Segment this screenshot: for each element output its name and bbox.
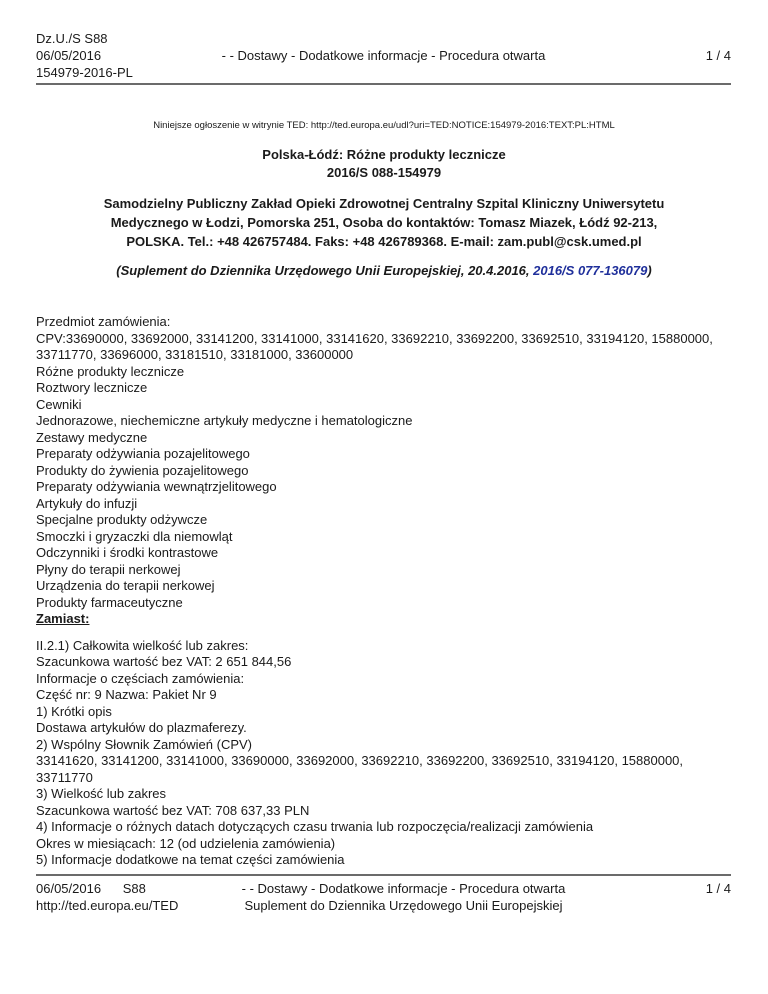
- title-line-1: Polska-Łódź: Różne produkty lecznicze: [262, 147, 506, 162]
- suplement-text: (Suplement do Dziennika Urzędowego Unii Europejskiej, 20.4.2016,: [116, 263, 534, 278]
- footer-center: [36, 880, 731, 914]
- org-line-2: Medycznego w Łodzi, Pomorska 251, Osoba do kontaktów: Tomasz Miazek, Łódź 92-213,: [110, 215, 658, 230]
- section-line: 33141620, 33141200, 33141000, 33690000, 33692000, 33692210, 33692200, 33692510, 33194120, 15880000,: [36, 753, 684, 768]
- list-item: Roztwory lecznicze: [36, 380, 148, 395]
- notice-id: 154979-2016-PL: [36, 65, 133, 80]
- section-line: 4) Informacje o różnych datach dotyczących czasu trwania lub rozpoczęcia/realizacji zamówienia: [36, 819, 594, 834]
- section-line: Część nr: 9 Nazwa: Pakiet Nr 9: [36, 687, 217, 702]
- section-line: II.2.1) Całkowita wielkość lub zakres:: [36, 637, 249, 653]
- section-line: 33711770: [36, 769, 93, 785]
- section-line: Okres w miesiącach: 12 (od udzielenia zamówienia): [36, 835, 336, 851]
- list-item: Cewniki: [36, 396, 82, 412]
- footer-divider: [36, 874, 731, 876]
- section-line: 3) Wielkość lub zakres: [36, 786, 167, 801]
- cpv-line-1: CPV:33690000, 33692000, 33141200, 33141000, 33141620, 33692210, 33692200, 33692510, 33194120, 15880000,: [36, 330, 713, 346]
- list-item: Preparaty odżywiania wewnątrzjelitowego: [36, 479, 277, 494]
- list-item: Jednorazowe, niechemiczne artykuły medyczne i hematologiczne: [36, 413, 413, 428]
- list-item: Zestawy medyczne: [36, 429, 148, 445]
- list-item: Odczynniki i środki kontrastowe: [36, 545, 219, 560]
- suplement-reference: [0, 263, 768, 278]
- list-item: Preparaty odżywiania pozajelitowego: [36, 446, 250, 461]
- doc-ref: Dz.U./S S88: [36, 31, 108, 46]
- list-item: Płyny do terapii nerkowej: [36, 561, 181, 577]
- header-title: - - Dostawy - Dodatkowe informacje - Procedura otwarta: [221, 48, 546, 63]
- cpv-line-2: 33711770, 33696000, 33181510, 33181000, 33600000: [36, 347, 354, 362]
- header-divider: [36, 83, 731, 85]
- footer-date: 06/05/2016: [36, 881, 102, 896]
- list-item: Produkty do żywienia pozajelitowego: [36, 462, 249, 478]
- section-line: 5) Informacje dodatkowe na temat części zamówienia: [36, 852, 345, 867]
- org-line-1: Samodzielny Publiczny Zakład Opieki Zdrowotnej Centralny Szpital Kliniczny Uniwersytetu: [103, 196, 665, 211]
- list-item: Różne produkty lecznicze: [36, 363, 185, 379]
- footer-page-number: 1 / 4: [705, 881, 731, 896]
- section-line: Informacje o częściach zamówienia:: [36, 670, 245, 686]
- subject-items-list: [36, 364, 731, 612]
- section-lines: [36, 638, 731, 869]
- document-body: [36, 314, 731, 869]
- footer-title: - - Dostawy - Dodatkowe informacje - Procedura otwarta: [241, 881, 566, 896]
- zamiast-heading: Zamiast:: [36, 611, 90, 626]
- organization-block: [60, 194, 708, 251]
- page-header: [36, 30, 731, 82]
- org-line-3: POLSKA. Tel.: +48 426757484. Faks: +48 426789368. E-mail: zam.publ@csk.umed.pl: [126, 234, 642, 249]
- header-date: 06/05/2016: [36, 48, 102, 63]
- suplement-link[interactable]: 2016/S 077-136079: [533, 263, 648, 278]
- section-line: Szacunkowa wartość bez VAT: 708 637,33 PLN: [36, 802, 310, 818]
- section-line: Dostawa artykułów do plazmaferezy.: [36, 720, 247, 735]
- section-line: Szacunkowa wartość bez VAT: 2 651 844,56: [36, 654, 292, 669]
- header-page-number: 1 / 4: [705, 48, 731, 63]
- title-line-2: 2016/S 088-154979: [326, 165, 442, 180]
- section-line: 2) Wspólny Słownik Zamówień (CPV): [36, 736, 253, 752]
- section-line: 1) Krótki opis: [36, 703, 112, 719]
- document-title: [0, 146, 768, 182]
- section-gap: [36, 628, 731, 638]
- ted-notice-line[interactable]: Niniejsze ogłoszenie w witrynie TED: http://ted.europa.eu/udl?uri=TED:NOTICE:154979-2016:TEXT:PL:HTML: [153, 120, 615, 131]
- list-item: Artykuły do infuzji: [36, 495, 138, 511]
- footer-site: http://ted.europa.eu/TED: [36, 898, 179, 913]
- footer-suplement: Suplement do Dziennika Urzędowego Unii Europejskiej: [244, 898, 563, 913]
- list-item: Specjalne produkty odżywcze: [36, 512, 208, 527]
- subject-heading: Przedmiot zamówienia:: [36, 314, 171, 329]
- footer-ref: S88: [122, 881, 146, 896]
- list-item: Smoczki i gryzaczki dla niemowląt: [36, 528, 233, 544]
- list-item: Produkty farmaceutyczne: [36, 594, 183, 610]
- suplement-close: ): [647, 263, 652, 278]
- list-item: Urządzenia do terapii nerkowej: [36, 578, 215, 593]
